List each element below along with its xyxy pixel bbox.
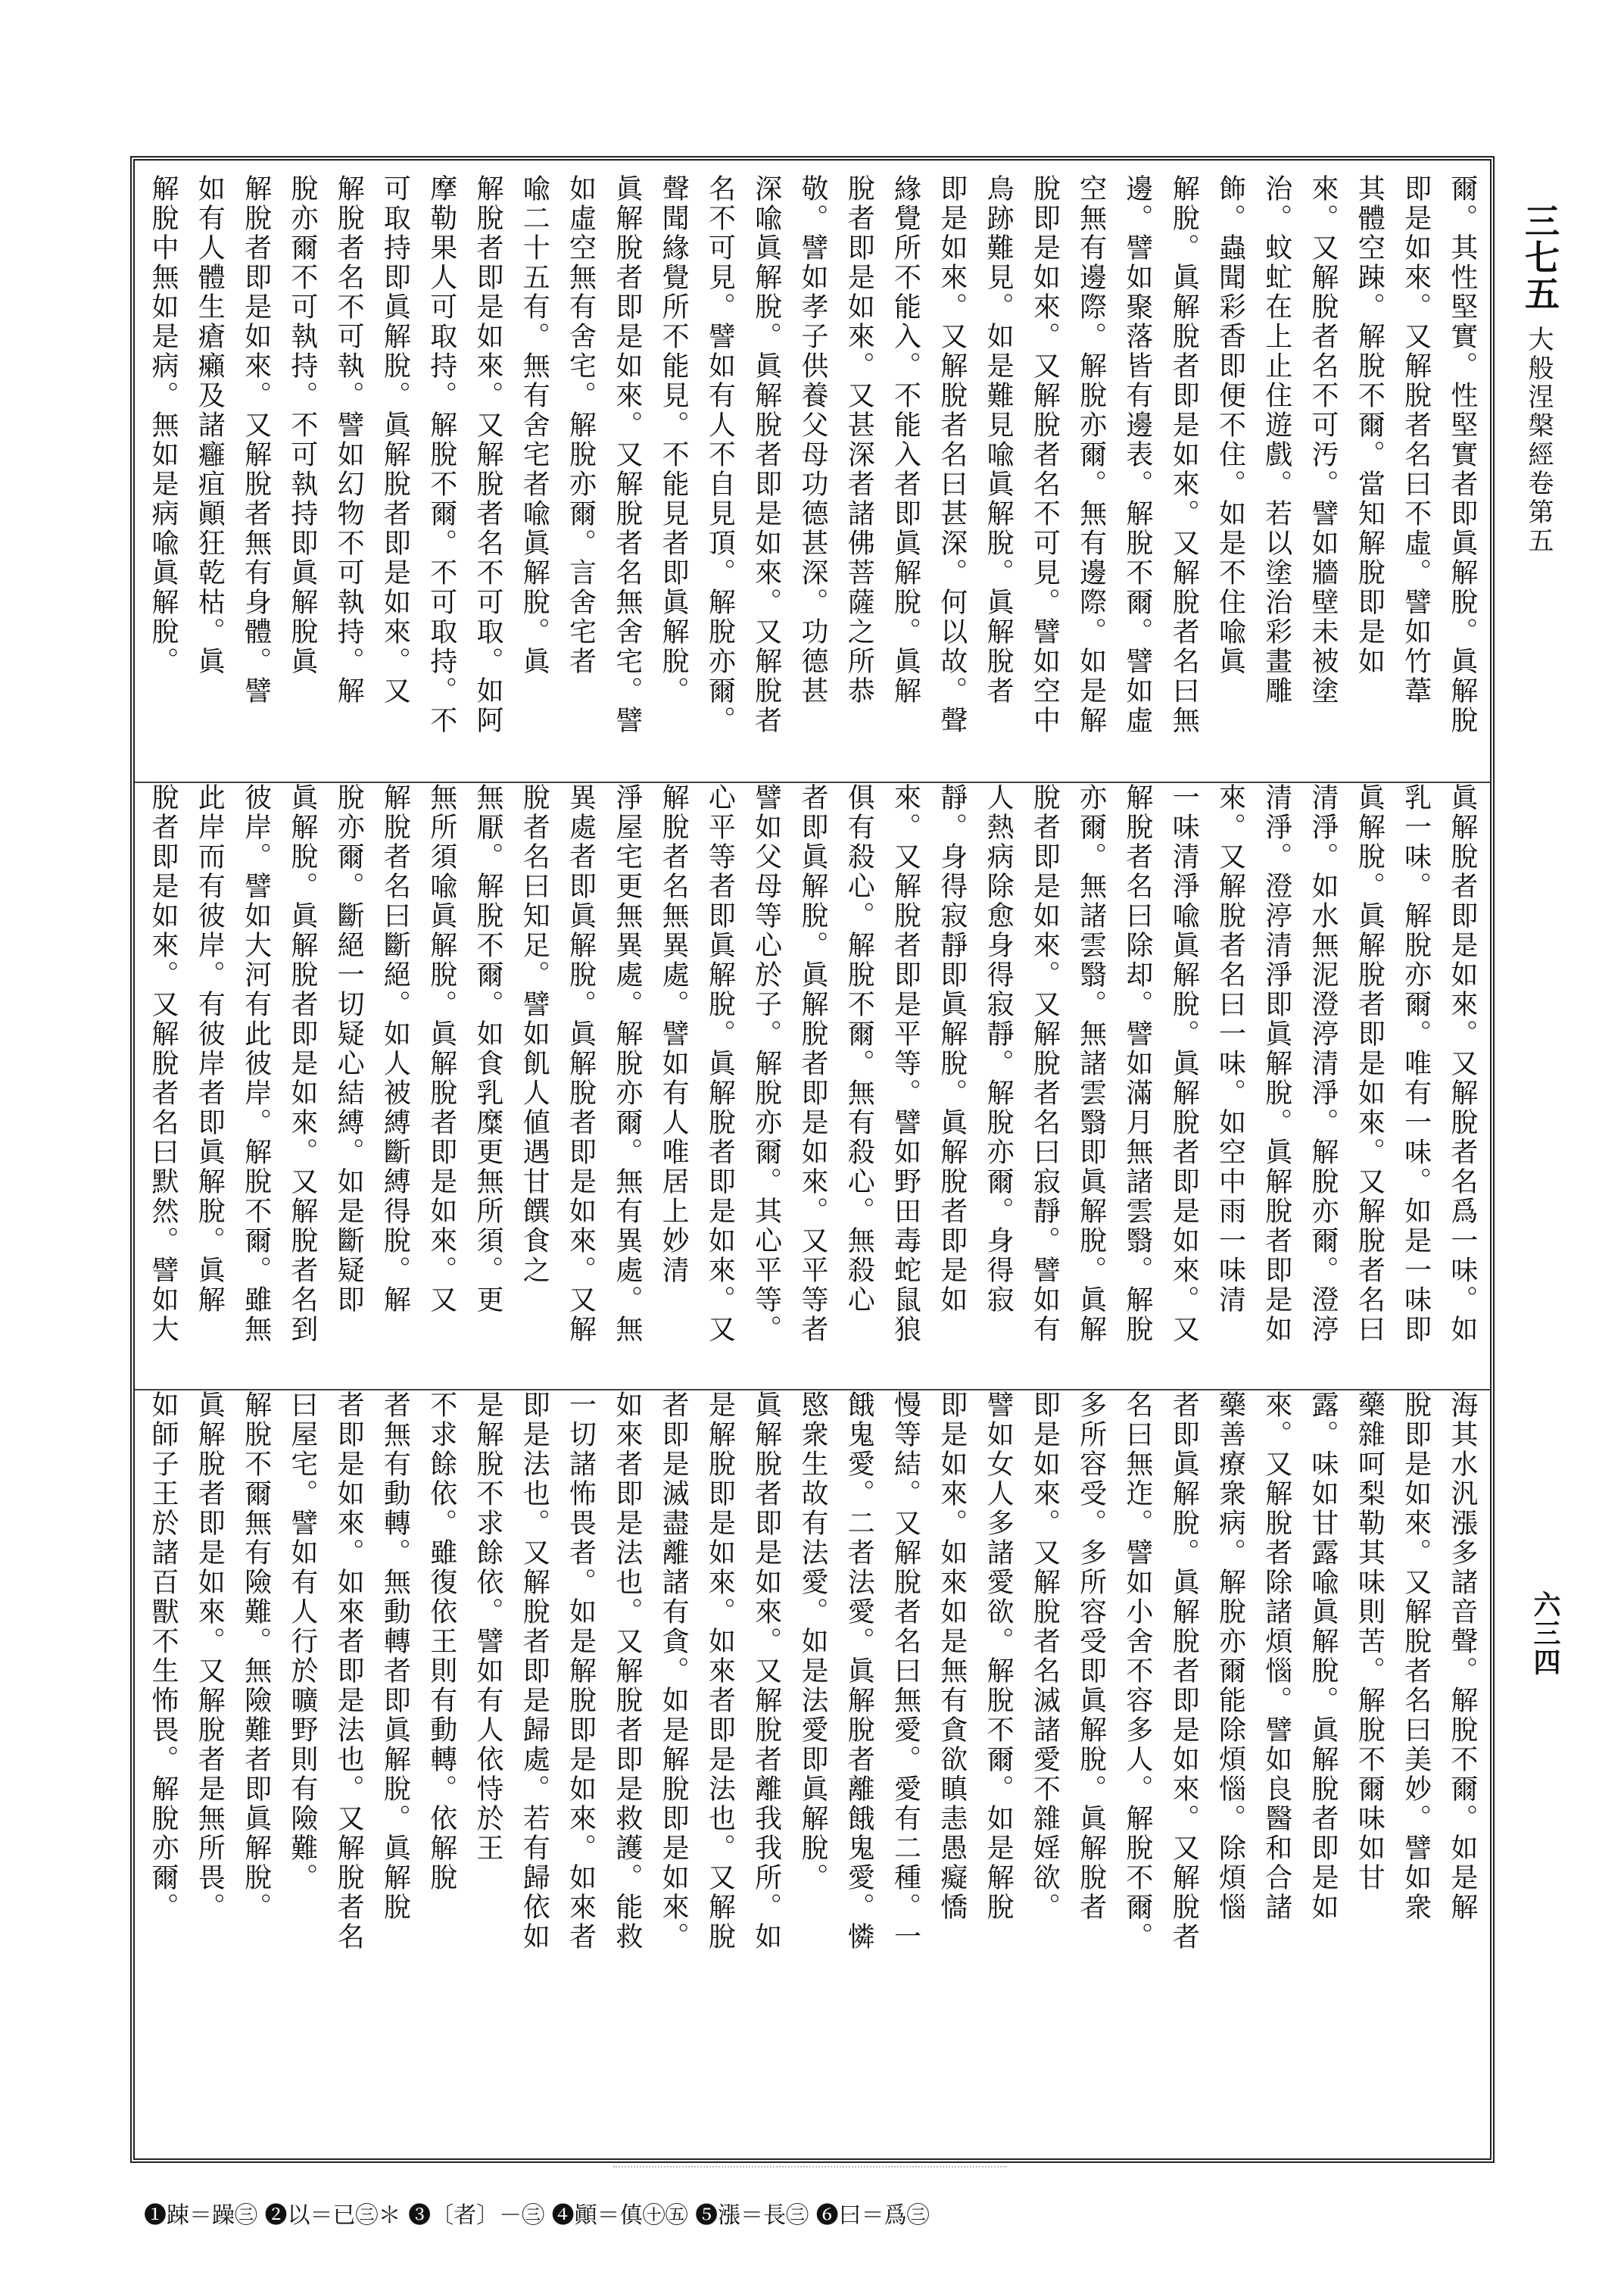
text-column: 如師子王於諸百獸不生怖畏。解脫亦爾。: [148, 1390, 179, 1922]
footnotes: ❶踈＝躁㊂ ❷以＝已㊂＊ ❸〔者〕－㊂ ❹顚＝傎㊉㊄ ❺漲＝長㊂ ❻曰＝爲㊂: [144, 2202, 930, 2229]
print-mark: [613, 2166, 1007, 2174]
text-column: 即是如來。又解脫者名曰不虛。譬如竹葦: [1400, 174, 1432, 706]
text-column: 眞解脫者即是如來。又解脫者名無舍宅。譬: [611, 174, 643, 735]
text-column: 清淨。澄渟清淨即眞解脫。眞解脫者即是如: [1261, 783, 1292, 1344]
text-column: 解脫者名無異處。譬如有人唯居上妙清: [658, 783, 690, 1285]
text-column: 解脫者名曰除却。譬如滿月無諸雲翳。解脫: [1121, 783, 1153, 1344]
text-column: 海其水汎漲多諸音聲。解脫不爾。如是解: [1446, 1390, 1478, 1922]
text-column: 空無有邊際。解脫亦爾。無有邊際。如是解: [1075, 174, 1107, 735]
text-column: 鳥跡難見。如是難見喩眞解脫。眞解脫者: [983, 174, 1015, 706]
text-column: 是解脫不求餘依。譬如有人依恃於王: [472, 1390, 503, 1863]
text-column: 愍衆生故有法愛。如是法愛即眞解脫。: [796, 1390, 828, 1893]
text-column: 者即是滅盡離諸有貪。如是解脫即是如來。: [658, 1390, 690, 1952]
text-column: 脫者名曰知足。譬如飢人値遇甘饌食之: [519, 783, 550, 1285]
text-column: 無所須喩眞解脫。眞解脫者即是如來。又: [425, 783, 457, 1315]
text-column: 彼岸。譬如大河有此彼岸。解脫不爾。雖無: [240, 783, 272, 1344]
text-column: 喩二十五有。無有舍宅者喩眞解脫。眞: [519, 174, 550, 676]
text-column: 脫即是如來。又解脫者名不可見。譬如空中: [1029, 174, 1061, 735]
text-column: 如來者即是法也。又解脫者即是救護。能救: [611, 1390, 643, 1952]
text-column: 名不可見。譬如有人不自見頂。解脫亦爾。: [704, 174, 736, 735]
text-column: 解脫者名不可執。譬如幻物不可執持。解: [333, 174, 365, 706]
text-column: 摩勒果人可取持。解脫不爾。不可取持。不: [425, 174, 457, 735]
text-column: 解脫不爾無有險難。無險難者即眞解脫。: [240, 1390, 272, 1922]
text-column: 即是法也。又解脫者即是歸處。若有歸依如: [519, 1390, 550, 1952]
text-column: 俱有殺心。解脫不爾。無有殺心。無殺心: [843, 783, 875, 1315]
text-column: 此岸而有彼岸。有彼岸者即眞解脫。眞解: [194, 783, 226, 1315]
text-column: 眞解脫者即是如來。又解脫者離我我所。如: [750, 1390, 782, 1952]
text-column: 譬如女人多諸愛欲。解脫不爾。如是解脫: [983, 1390, 1015, 1922]
text-column: 如虛空無有舍宅。解脫亦爾。言舍宅者: [565, 174, 597, 676]
text-column: 者即是如來。如來者即是法也。又解脫者名: [333, 1390, 365, 1952]
text-column: 淨屋宅更無異處。解脫亦爾。無有異處。無: [611, 783, 643, 1344]
text-column: 深喩眞解脫。眞解脫者即是如來。又解脫者: [750, 174, 782, 735]
text-column: 來。又解脫者名曰一味。如空中雨一味清: [1214, 783, 1246, 1315]
text-column: 異處者即眞解脫。眞解脫者即是如來。又解: [565, 783, 597, 1344]
text-column: 一切諸怖畏者。如是解脫即是如來。如來者: [565, 1390, 597, 1952]
text-column: 餓鬼愛。二者法愛。眞解脫者離餓鬼愛。憐: [843, 1390, 875, 1952]
text-band-bottom: [135, 1389, 1490, 1972]
text-column: 脫者即是如來。又甚深者諸佛菩薩之所恭: [843, 174, 875, 706]
text-column: 來。又解脫者名不可汚。譬如牆壁未被塗: [1308, 174, 1339, 706]
text-column: 眞解脫。眞解脫者即是如來。又解脫者名到: [286, 783, 318, 1344]
text-column: 譬如父母等心於子。解脫亦爾。其心平等。: [750, 783, 782, 1344]
text-column: 亦爾。無諸雲翳。無諸雲翳即眞解脫。眞解: [1075, 783, 1107, 1344]
text-column: 眞解脫。眞解脫者即是如來。又解脫者名曰: [1354, 783, 1386, 1344]
text-column: 解脫者即是如來。又解脫者無有身體。譬: [240, 174, 272, 706]
text-column: 脫者即是如來。又解脫者名曰寂靜。譬如有: [1029, 783, 1061, 1344]
text-column: 其體空踈。解脫不爾。當知解脫即是如: [1354, 174, 1386, 676]
text-column: 心平等者即眞解脫。眞解脫者即是如來。又: [704, 783, 736, 1344]
text-column: 飾。蟲聞彩香即便不住。如是不住喩眞: [1214, 174, 1246, 676]
text-column: 無厭。解脫不爾。如食乳糜更無所須。更: [472, 783, 503, 1315]
text-column: 解脫者即是如來。又解脫者名不可取。如阿: [472, 174, 503, 735]
text-column: 解脫中無如是病。無如是病喩眞解脫。: [148, 174, 179, 676]
text-column: 多所容受。多所容受即眞解脫。眞解脫者: [1075, 1390, 1107, 1922]
text-column: 邊。譬如聚落皆有邊表。解脫不爾。譬如虛: [1121, 174, 1153, 735]
text-column: 慢等結。又解脫者名曰無愛。愛有二種。一: [890, 1390, 921, 1952]
text-column: 可取持即眞解脫。眞解脫者即是如來。又: [379, 174, 411, 706]
text-column: 乳一味。解脫亦爾。唯有一味。如是一味即: [1400, 783, 1432, 1344]
text-column: 來。又解脫者除諸煩惱。譬如良醫和合諸: [1261, 1390, 1292, 1922]
text-band-top: [135, 174, 1490, 756]
text-column: 藥善療衆病。解脫亦爾能除煩惱。除煩惱: [1214, 1390, 1246, 1922]
text-column: 名曰無迮。譬如小舍不容多人。解脫不爾。: [1121, 1390, 1153, 1952]
text-frame: [130, 156, 1495, 2163]
text-column: 露。味如甘露喩眞解脫。眞解脫者即是如: [1308, 1390, 1339, 1922]
text-column: 清淨。如水無泥澄渟清淨。解脫亦爾。澄渟: [1308, 783, 1339, 1344]
text-column: 即是如來。又解脫者名曰甚深。何以故。聲: [936, 174, 968, 735]
text-column: 治。蚊虻在上止住遊戲。若以塗治彩畫雕: [1261, 174, 1292, 706]
text-column: 眞解脫者即是如來。又解脫者名爲一味。如: [1446, 783, 1478, 1344]
text-column: 曰屋宅。譬如有人行於曠野則有險難。: [286, 1390, 318, 1893]
text-column: 脫亦爾不可執持。不可執持即眞解脫眞: [286, 174, 318, 676]
text-column: 即是如來。如來如是無有貪欲瞋恚愚癡憍: [936, 1390, 968, 1922]
text-column: 解脫。眞解脫者即是如來。又解脫者名曰無: [1168, 174, 1200, 735]
page-tag: 六三四: [1529, 1590, 1561, 1677]
text-column: 聲聞緣覺所不能見。不能見者即眞解脫。: [658, 174, 690, 706]
text-column: 脫亦爾。斷絕一切疑心結縛。如是斷疑即: [333, 783, 365, 1315]
text-column: 脫即是如來。又解脫者名曰美妙。譬如衆: [1400, 1390, 1432, 1922]
text-column: 來。又解脫者即是平等。譬如野田毒蛇鼠狼: [890, 783, 921, 1344]
text-column: 是解脫即是如來。如來者即是法也。又解脫: [704, 1390, 736, 1952]
text-column: 靜。身得寂靜即眞解脫。眞解脫者即是如: [936, 783, 968, 1315]
text-column: 爾。其性堅實。性堅實者即眞解脫。眞解脫: [1446, 174, 1478, 735]
text-column: 藥雜呵梨勒其味則苦。解脫不爾味如甘: [1354, 1390, 1386, 1893]
text-column: 緣覺所不能入。不能入者即眞解脫。眞解: [890, 174, 921, 706]
text-band-middle: [135, 782, 1490, 1365]
text-column: 者即眞解脫。眞解脫者即是如來。又解脫者: [1168, 1390, 1200, 1952]
text-column: 敬。譬如孝子供養父母功德甚深。功德甚: [796, 174, 828, 706]
text-column: 眞解脫者即是如來。又解脫者是無所畏。: [194, 1390, 226, 1922]
text-column: 脫者即是如來。又解脫者名曰默然。譬如大: [148, 783, 179, 1344]
text-column: 解脫者名曰斷絕。如人被縛斷縛得脫。解: [379, 783, 411, 1315]
page-number: 三七五: [1520, 203, 1560, 312]
volume-title: 大般涅槃經卷第五: [1523, 326, 1554, 556]
text-column: 不求餘依。雖復依王則有動轉。依解脫: [425, 1390, 457, 1893]
text-column: 者無有動轉。無動轉者即眞解脫。眞解脫: [379, 1390, 411, 1922]
text-column: 即是如來。又解脫者名滅諸愛不雜婬欲。: [1029, 1390, 1061, 1922]
text-column: 者即眞解脫。眞解脫者即是如來。又平等者: [796, 783, 828, 1344]
text-column: 如有人體生瘡癩及諸癰疽顚狂乾枯。眞: [194, 174, 226, 676]
text-column: 一味清淨喩眞解脫。眞解脫者即是如來。又: [1168, 783, 1200, 1344]
text-column: 人熱病除愈身得寂靜。解脫亦爾。身得寂: [983, 783, 1015, 1315]
